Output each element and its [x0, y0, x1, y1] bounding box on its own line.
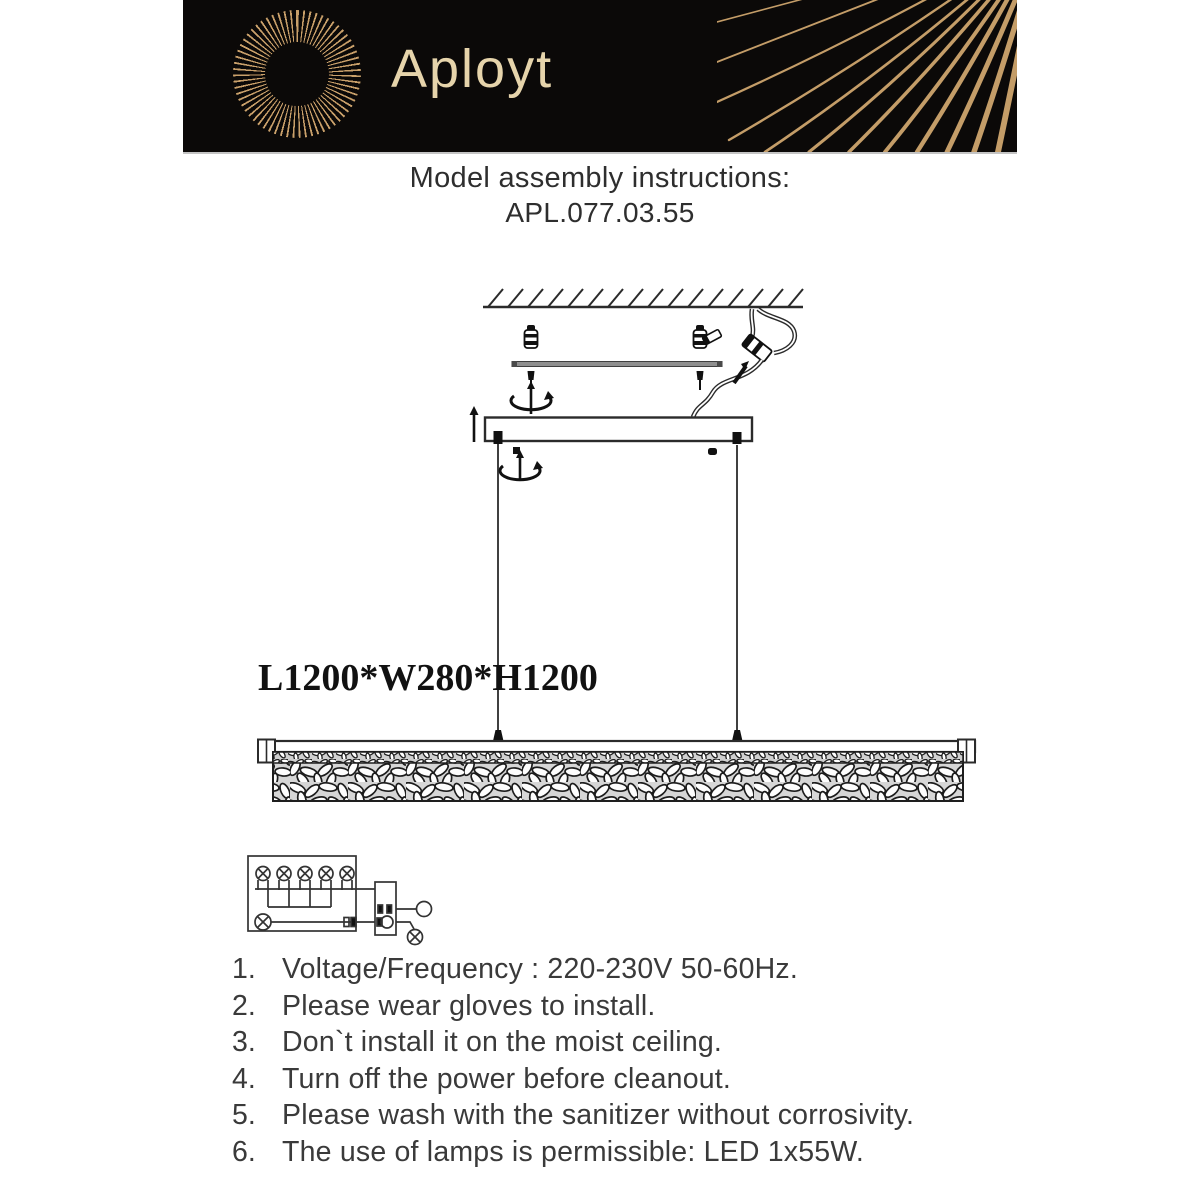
list-item — [232, 1061, 1022, 1098]
item-number: 5. — [232, 1099, 256, 1131]
dimension-label: L1200*W280*H1200 — [258, 657, 598, 699]
sunburst-core — [265, 42, 329, 106]
item-text: The use of lamps is permissible: LED 1x55W. — [282, 1135, 864, 1168]
list-item — [232, 1097, 1022, 1134]
list-item — [232, 1134, 1022, 1171]
list-item — [232, 988, 1022, 1025]
brand-banner — [183, 0, 1017, 154]
item-text: Turn off the power before cleanout. — [282, 1062, 732, 1095]
ceiling-hatch — [483, 289, 803, 307]
title-block — [0, 162, 1200, 229]
wall-anchor-left-icon — [525, 325, 538, 348]
up-arrow-icon — [470, 406, 479, 442]
item-number: 3. — [232, 1026, 256, 1058]
assembly-diagram — [0, 250, 1200, 960]
bottom-lamp-icon — [255, 914, 271, 930]
lamp-circle-x-icons — [256, 867, 354, 891]
item-number: 6. — [232, 1135, 256, 1168]
wiring-diagram — [248, 856, 432, 945]
lamp-fixture — [258, 730, 975, 801]
item-number: 4. — [232, 1062, 256, 1095]
rotate-arrow-upper-icon — [511, 381, 554, 414]
rotate-arrow-lower-icon — [500, 450, 543, 480]
instruction-list — [232, 951, 1022, 1170]
led-driver — [375, 882, 396, 935]
brand-name: Aployt — [391, 39, 554, 99]
model-number: APL.077.03.55 — [505, 197, 695, 228]
list-item — [232, 951, 1022, 988]
item-text: Please wear gloves to install. — [282, 989, 656, 1022]
item-number: 1. — [232, 953, 256, 985]
aux-lamp-icon — [408, 930, 423, 945]
bracket-screw-right-icon — [697, 371, 704, 390]
item-text: Please wash with the sanitizer without corrosivity. — [282, 1099, 915, 1131]
terminal-circle — [417, 902, 432, 917]
mounting-bracket — [512, 361, 722, 367]
ceiling-canopy — [485, 418, 752, 456]
list-item — [232, 1024, 1022, 1061]
item-text: Voltage/Frequency : 220-230V 50-60Hz. — [282, 953, 798, 985]
decorative-rays-icon — [717, 0, 1017, 152]
item-number: 2. — [232, 989, 256, 1022]
item-text: Don`t install it on the moist ceiling. — [282, 1026, 723, 1058]
page-title: Model assembly instructions: — [409, 162, 791, 194]
